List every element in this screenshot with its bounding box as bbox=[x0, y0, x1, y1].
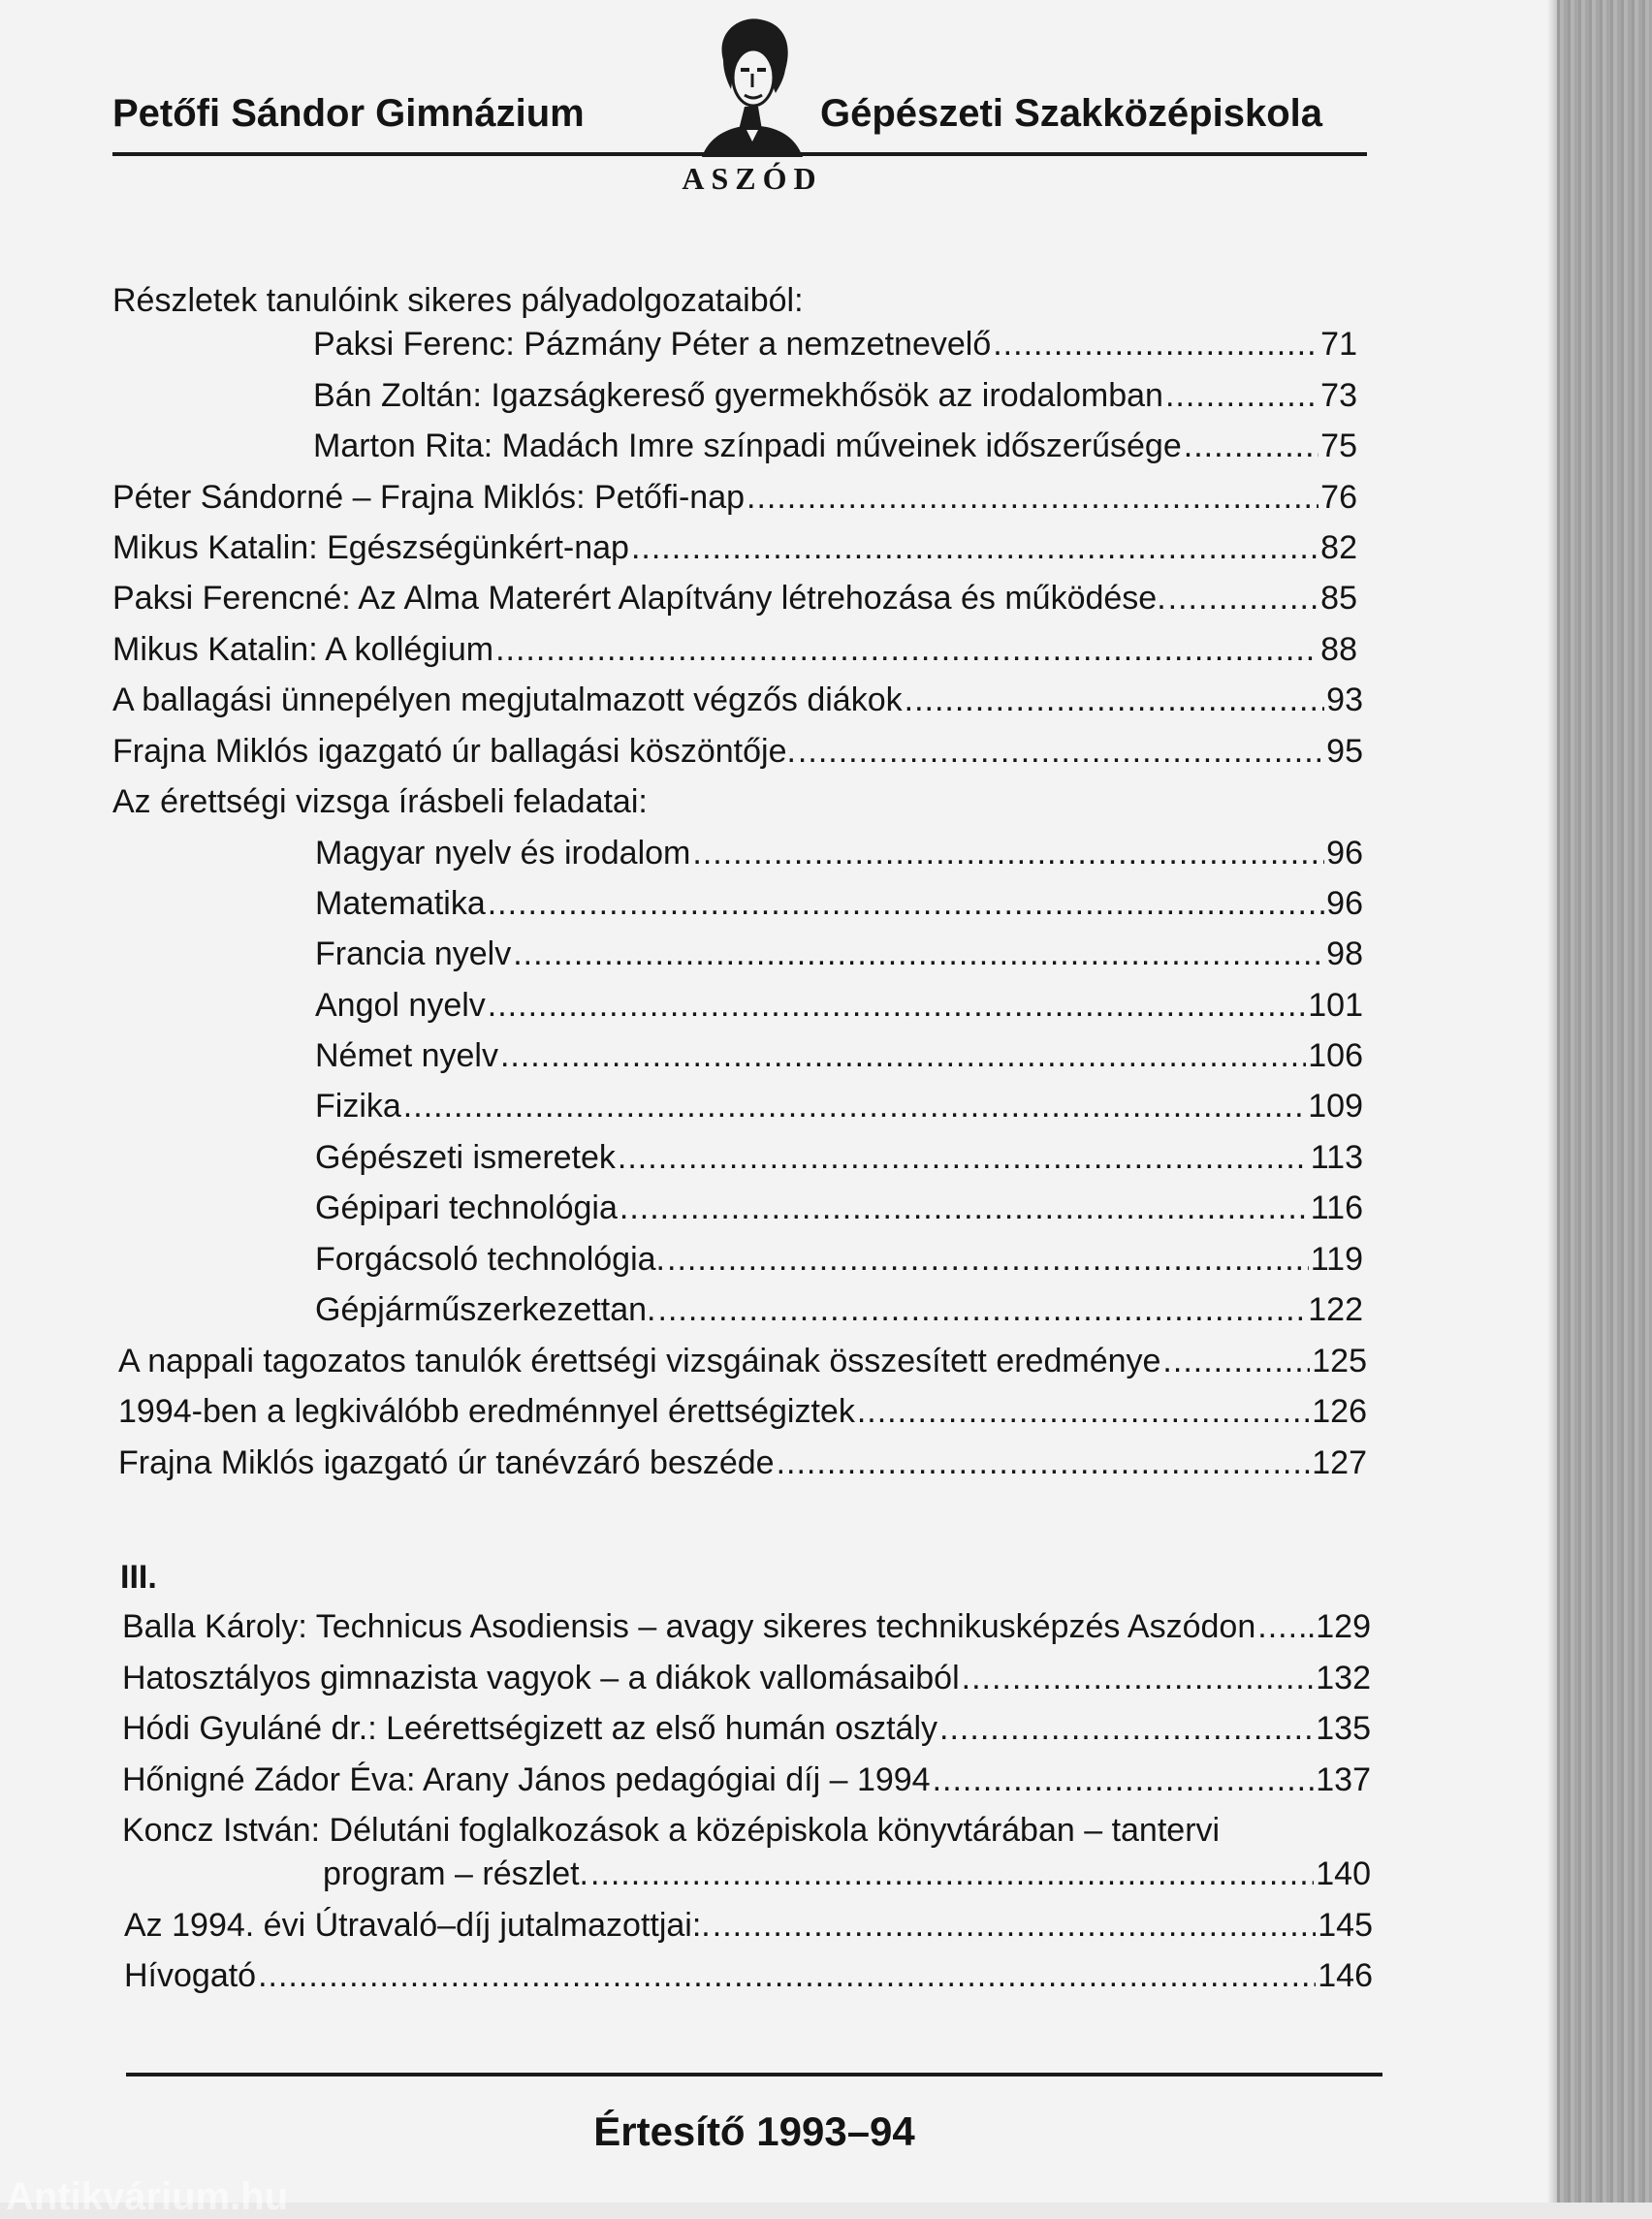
dot-leader bbox=[1165, 373, 1318, 418]
toc-entry-title: Német nyelv bbox=[315, 1037, 498, 1074]
toc-entry-page: 93 bbox=[1326, 682, 1363, 718]
dot-leader bbox=[620, 1186, 1309, 1230]
dot-leader bbox=[488, 983, 1306, 1028]
toc-entry bbox=[315, 1186, 1363, 1230]
petofi-portrait-logo bbox=[694, 14, 810, 157]
section-iii-entry bbox=[122, 1758, 1371, 1802]
toc-entry-title: Marton Rita: Madách Imre színpadi műveinek időszerűsége bbox=[313, 428, 1182, 464]
section-iii-entry-page: 135 bbox=[1316, 1710, 1371, 1747]
toc-entry-page: 126 bbox=[1312, 1393, 1367, 1430]
toc-entry bbox=[315, 983, 1363, 1028]
toc-entry-title: Matematika bbox=[315, 885, 486, 922]
toc-entry bbox=[315, 1033, 1363, 1078]
section-iii-entry-title: Hatosztályos gimnazista vagyok – a diákok vallomásaiból bbox=[122, 1660, 960, 1696]
section-iii-entry-title: Az 1994. évi Útravaló–díj jutalmazottjai:. bbox=[124, 1907, 711, 1944]
dot-leader bbox=[905, 678, 1325, 722]
toc-entry-page: 96 bbox=[1326, 835, 1363, 872]
dot-leader bbox=[857, 1389, 1310, 1434]
dot-leader bbox=[962, 1656, 1315, 1700]
section-iii-entry-page: 140 bbox=[1316, 1855, 1371, 1892]
toc-entry-page: 125 bbox=[1312, 1343, 1367, 1379]
dot-leader bbox=[777, 1441, 1311, 1485]
section-iii-entry bbox=[122, 1656, 1371, 1700]
toc-entry-page: 127 bbox=[1312, 1444, 1367, 1481]
toc-heading: Részletek tanulóink sikeres pályadolgozataiból: bbox=[112, 282, 804, 319]
dot-leader bbox=[618, 1135, 1309, 1180]
toc-entry-title: Gépipari technológia bbox=[315, 1189, 618, 1226]
toc-entry bbox=[313, 373, 1357, 418]
toc-entry-page: 113 bbox=[1310, 1139, 1363, 1176]
toc-entry-page: 73 bbox=[1320, 377, 1357, 414]
dot-leader bbox=[692, 831, 1324, 875]
toc-entry-page: 76 bbox=[1320, 479, 1357, 516]
toc-entry bbox=[315, 1084, 1363, 1128]
toc-entry-title: Frajna Miklós igazgató úr ballagási köszöntője. bbox=[112, 733, 796, 770]
dot-leader bbox=[747, 475, 1318, 520]
dot-leader bbox=[1168, 576, 1319, 620]
section-iii-entry-title: Balla Károly: Technicus Asodiensis – avagy sikeres technikusképzés Aszódon bbox=[122, 1608, 1256, 1645]
toc-entry-title: Angol nyelv bbox=[315, 987, 486, 1024]
toc-entry-title: Péter Sándorné – Frajna Miklós: Petőfi-nap bbox=[112, 479, 746, 516]
toc-entry-title: 1994-ben a legkiválóbb eredménnyel érettségiztek bbox=[118, 1393, 855, 1430]
dot-leader bbox=[495, 627, 1318, 672]
toc-entry bbox=[112, 729, 1363, 774]
toc-entry bbox=[118, 1339, 1367, 1383]
toc-entry-page: 75 bbox=[1320, 428, 1357, 464]
section-iii-entry bbox=[124, 1953, 1373, 1998]
section-iii-entry-title: Hőnigné Zádor Éva: Arany János pedagógiai díj – 1994 bbox=[122, 1761, 931, 1798]
toc-entry bbox=[112, 627, 1357, 672]
toc-entry-page: 88 bbox=[1320, 631, 1357, 668]
footer-title: Értesítő 1993–94 bbox=[593, 2108, 915, 2154]
toc-entry-page: 96 bbox=[1326, 885, 1363, 922]
section-iii-entry-page: 137 bbox=[1316, 1761, 1371, 1798]
section-iii-entry bbox=[122, 1706, 1371, 1751]
dot-leader bbox=[500, 1033, 1306, 1078]
section-iii-entry-page: .129 bbox=[1306, 1608, 1371, 1645]
toc-entry bbox=[112, 525, 1357, 570]
section-iii-entry bbox=[124, 1903, 1373, 1948]
toc-entry bbox=[112, 678, 1363, 722]
toc-entry-title: Francia nyelv bbox=[315, 935, 512, 972]
section-iii-entry-title: Hívogató bbox=[124, 1957, 257, 1994]
toc-entry-page: 122 bbox=[1308, 1291, 1363, 1328]
dot-leader bbox=[488, 881, 1324, 926]
toc-entry bbox=[315, 1287, 1363, 1332]
toc-entry bbox=[315, 932, 1363, 976]
header-rule bbox=[112, 152, 1367, 156]
toc-entry bbox=[315, 1135, 1363, 1180]
toc-entry bbox=[313, 322, 1357, 366]
dot-leader bbox=[713, 1903, 1317, 1948]
toc-entry-title: A nappali tagozatos tanulók érettségi vizsgáinak összesített eredménye bbox=[118, 1343, 1161, 1379]
toc-entry-page: 71 bbox=[1320, 326, 1357, 363]
toc-entry bbox=[315, 831, 1363, 875]
toc-entry-title: Gépészeti ismeretek bbox=[315, 1139, 616, 1176]
section-iii-entry-page: 132 bbox=[1316, 1660, 1371, 1696]
dot-leader bbox=[403, 1084, 1306, 1128]
section-iii-heading: Koncz István: Délutáni foglalkozások a középiskola könyvtárában – tantervi bbox=[122, 1812, 1221, 1849]
toc-entry-title: Forgácsoló technológia. bbox=[315, 1241, 666, 1278]
toc-entry-title: Gépjárműszerkezettan. bbox=[315, 1291, 656, 1328]
section-iii-entry bbox=[122, 1604, 1371, 1649]
dot-leader bbox=[933, 1758, 1315, 1802]
toc-entry bbox=[112, 475, 1357, 520]
toc-heading: Az érettségi vizsga írásbeli feladatai: bbox=[112, 783, 648, 820]
toc-entry-page: 106 bbox=[1308, 1037, 1363, 1074]
watermark: Antikvárium.hu bbox=[6, 2175, 289, 2218]
header-school-name: Petőfi Sándor Gimnázium bbox=[112, 92, 585, 135]
dot-leader bbox=[258, 1953, 1316, 1998]
dot-leader bbox=[798, 729, 1324, 774]
toc-entry bbox=[118, 1441, 1367, 1485]
toc-entry bbox=[112, 576, 1357, 620]
toc-entry-page: 85 bbox=[1320, 580, 1357, 617]
book-page-edges bbox=[1557, 0, 1652, 2203]
header-vocational-school: Gépészeti Szakközépiskola bbox=[820, 92, 1323, 135]
toc-entry-page: 116 bbox=[1310, 1189, 1363, 1226]
toc-entry bbox=[315, 1237, 1363, 1282]
toc-entry-title: A ballagási ünnepélyen megjutalmazott végzős diákok bbox=[112, 682, 903, 718]
section-iii-entry-title: program – részlet. bbox=[323, 1855, 588, 1892]
dot-leader bbox=[1257, 1604, 1305, 1649]
toc-entry-page: 82 bbox=[1320, 529, 1357, 566]
toc-entry bbox=[315, 881, 1363, 926]
dot-leader bbox=[631, 525, 1318, 570]
toc-entry-page: 119 bbox=[1310, 1241, 1363, 1278]
toc-entry-title: Frajna Miklós igazgató úr tanévzáró beszéde bbox=[118, 1444, 775, 1481]
section-heading-iii: III. bbox=[120, 1559, 157, 1596]
toc-entry bbox=[313, 424, 1357, 468]
toc-entry-title: Fizika bbox=[315, 1088, 401, 1125]
toc-entry-page: 98 bbox=[1326, 935, 1363, 972]
dot-leader bbox=[1162, 1339, 1310, 1383]
dot-leader bbox=[993, 322, 1318, 366]
toc-entry-title: Mikus Katalin: Egészségünkért-nap bbox=[112, 529, 629, 566]
section-iii-entry-page: 146 bbox=[1318, 1957, 1373, 1994]
dot-leader bbox=[939, 1706, 1314, 1751]
section-iii-entry-title: Hódi Gyuláné dr.: Leérettségizett az első humán osztály bbox=[122, 1710, 938, 1747]
toc-entry-page: 109 bbox=[1308, 1088, 1363, 1125]
dot-leader bbox=[667, 1237, 1309, 1282]
toc-entry-title: Magyar nyelv és irodalom bbox=[315, 835, 691, 872]
toc-entry bbox=[118, 1389, 1367, 1434]
toc-entry-title: Mikus Katalin: A kollégium bbox=[112, 631, 494, 668]
header-town: ASZÓD bbox=[682, 161, 823, 196]
dot-leader bbox=[513, 932, 1324, 976]
dot-leader bbox=[1184, 424, 1318, 468]
dot-leader bbox=[658, 1287, 1307, 1332]
toc-entry-title: Bán Zoltán: Igazságkereső gyermekhősök az irodalomban bbox=[313, 377, 1163, 414]
section-iii-entry-page: 145 bbox=[1318, 1907, 1373, 1944]
toc-entry-title: Paksi Ferencné: Az Alma Materért Alapítvány létrehozása és működése. bbox=[112, 580, 1166, 617]
toc-entry-page: 101 bbox=[1308, 987, 1363, 1024]
toc-entry-title: Paksi Ferenc: Pázmány Péter a nemzetnevelő bbox=[313, 326, 992, 363]
footer-rule bbox=[126, 2073, 1382, 2076]
toc-entry-page: 95 bbox=[1326, 733, 1363, 770]
section-iii-entry bbox=[323, 1852, 1371, 1896]
dot-leader bbox=[590, 1852, 1314, 1896]
